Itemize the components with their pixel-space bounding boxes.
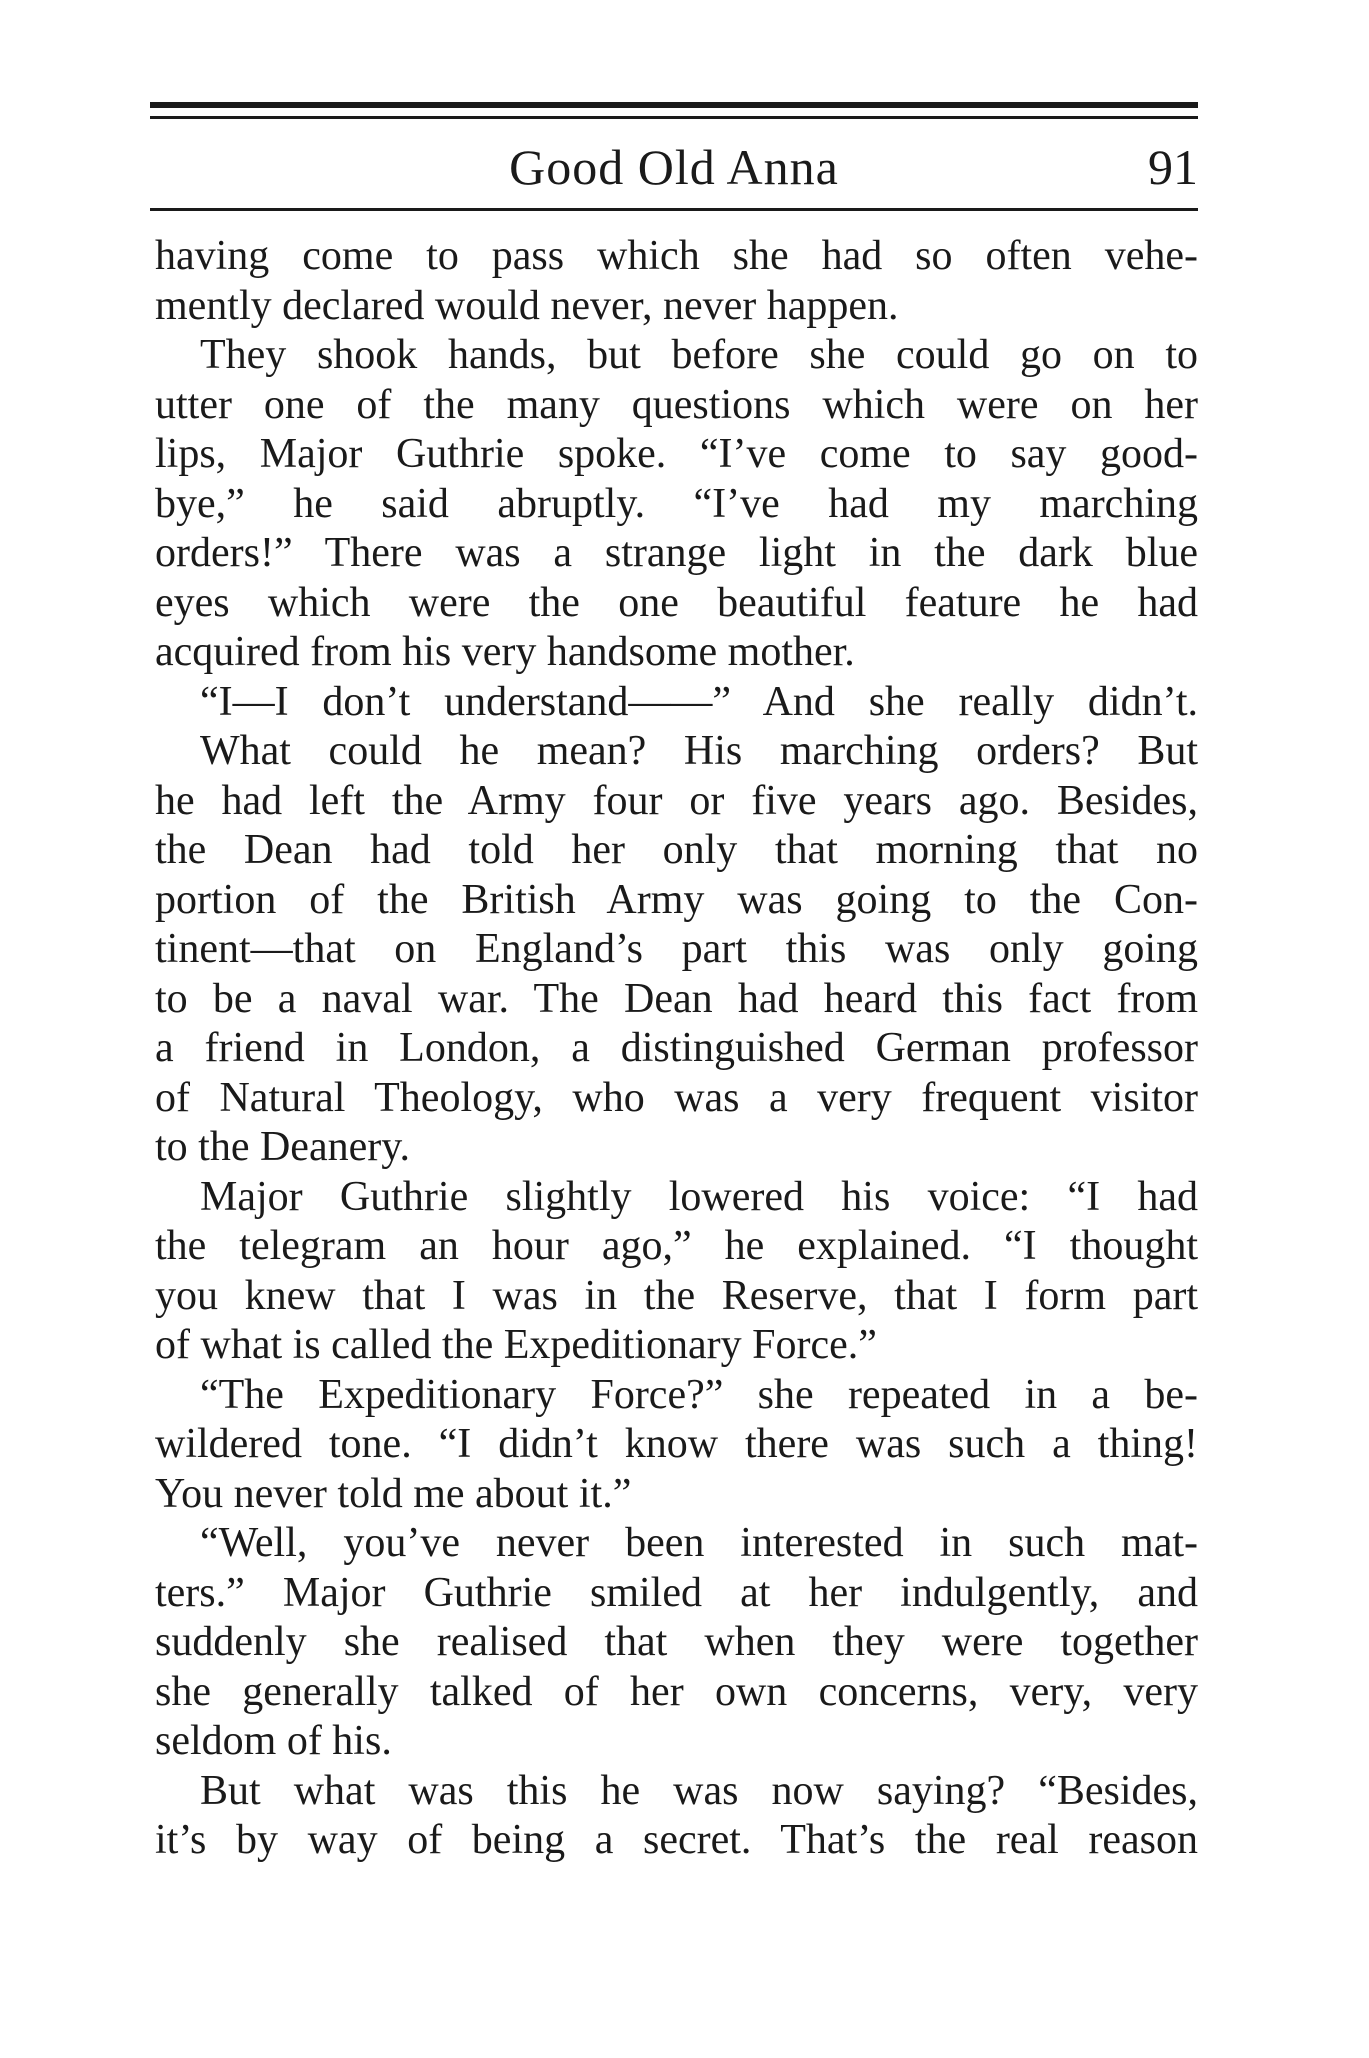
text-line: Major Guthrie slightly lowered his voice: “I had (200, 1173, 1198, 1220)
paragraph (155, 1767, 1198, 1866)
text-line: suddenly she realised that when they were together (155, 1619, 1198, 1665)
text-line: “Well, you’ve never been interested in such mat- (200, 1520, 1198, 1566)
text-line: eyes which were the one beautiful feature he had (155, 579, 1198, 626)
page-number: 91 (1148, 139, 1198, 195)
text-line: she generally talked of her own concerns, very, very (155, 1668, 1198, 1715)
text-line: tinent—that on England’s part this was only going (155, 926, 1198, 972)
header-rule-thick (150, 102, 1198, 108)
paragraph (155, 1173, 1198, 1371)
text-line: to the Deanery. (155, 1124, 410, 1170)
text-line: portion of the British Army was going to the Con- (155, 876, 1198, 923)
text-line: ters.” Major Guthrie smiled at her indulgently, and (155, 1569, 1198, 1616)
text-line: “The Expeditionary Force?” she repeated in a be- (200, 1371, 1198, 1418)
text-line: of what is called the Expeditionary Force.” (155, 1322, 877, 1368)
text-line: orders!” There was a strange light in the dark blue (155, 530, 1198, 576)
text-line: having come to pass which she had so often vehe- (155, 233, 1198, 279)
paragraph (155, 727, 1198, 1173)
text-line: bye,” he said abruptly. “I’ve had my marching (155, 480, 1198, 527)
text-line: a friend in London, a distinguished German professor (155, 1025, 1198, 1071)
paragraph (155, 678, 1198, 728)
text-line: the Dean had told her only that morning that no (155, 827, 1198, 873)
text-line: What could he mean? His marching orders? But (200, 728, 1198, 774)
text-line: lips, Major Guthrie spoke. “I’ve come to say good- (155, 431, 1198, 477)
running-head (150, 132, 1198, 202)
text-line: mently declared would never, never happen. (155, 282, 899, 329)
text-line: But what was this he was now saying? “Besides, (200, 1767, 1198, 1814)
text-line: wildered tone. “I didn’t know there was such a thing! (155, 1421, 1198, 1467)
text-line: seldom of his. (155, 1718, 392, 1764)
text-line: “I—I don’t understand——” And she really didn’t. (200, 678, 1198, 725)
paragraph (155, 1371, 1198, 1520)
paragraph (155, 1519, 1198, 1767)
body-text (155, 232, 1198, 1866)
text-line: utter one of the many questions which were on her (155, 381, 1198, 428)
header-rule-thin (150, 116, 1198, 119)
paragraph (155, 331, 1198, 678)
paragraph (155, 232, 1198, 331)
text-line: You never told me about it.” (155, 1470, 632, 1517)
text-line: you knew that I was in the Reserve, that I form part (155, 1272, 1198, 1319)
text-line: to be a naval war. The Dean had heard this fact from (155, 975, 1198, 1022)
text-line: it’s by way of being a secret. That’s the real reason (155, 1817, 1198, 1863)
text-line: They shook hands, but before she could go on to (200, 332, 1198, 378)
text-line: of Natural Theology, who was a very frequent visitor (155, 1074, 1198, 1121)
text-line: he had left the Army four or five years ago. Besides, (155, 777, 1198, 824)
text-line: acquired from his very handsome mother. (155, 629, 855, 675)
running-title: Good Old Anna (509, 139, 839, 195)
header-rule-bottom (150, 208, 1198, 211)
text-line: the telegram an hour ago,” he explained. “I thought (155, 1223, 1198, 1269)
